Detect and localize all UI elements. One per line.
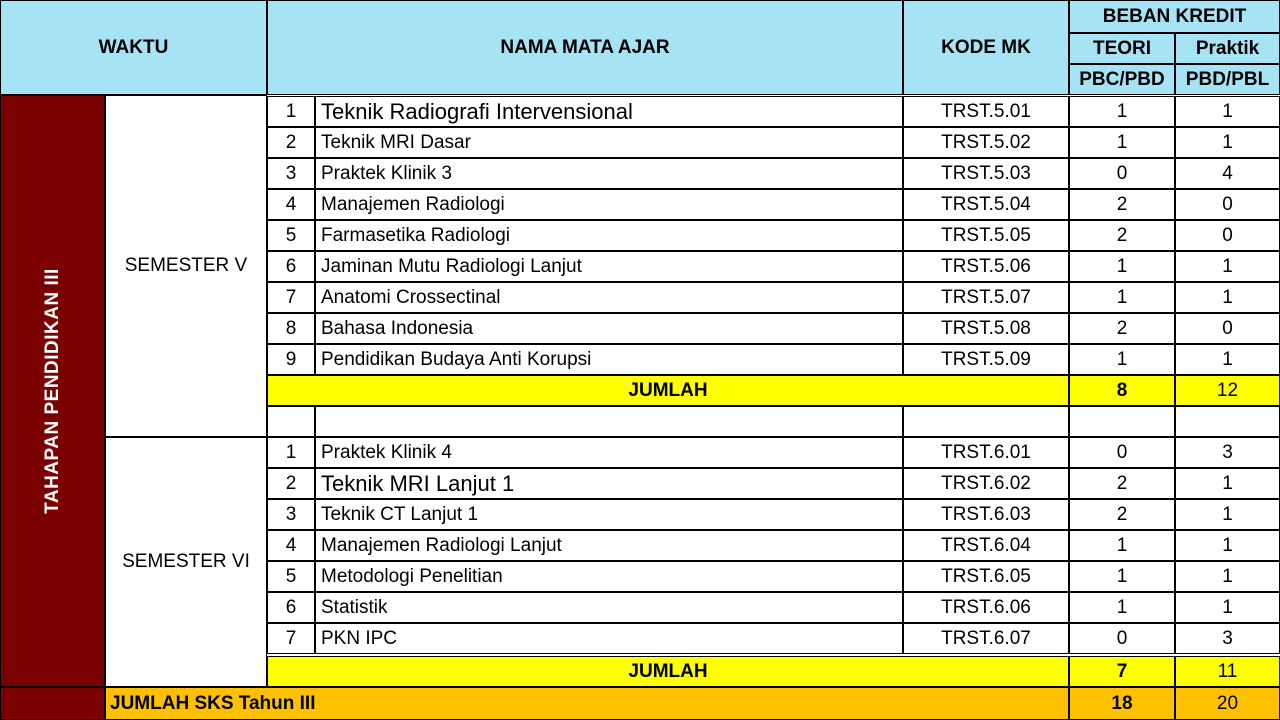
credit-teori: 0: [1069, 158, 1175, 189]
course-code: TRST.6.04: [903, 530, 1069, 561]
course-name: Statistik: [315, 592, 903, 623]
header-waktu: WAKTU: [0, 0, 267, 95]
course-code: TRST.5.05: [903, 220, 1069, 251]
header-praktik-sub: PBD/PBL: [1175, 64, 1280, 95]
credit-teori: 0: [1069, 437, 1175, 468]
semester-vi-jumlah-praktik: 11: [1175, 656, 1280, 687]
row-number: 6: [267, 592, 315, 623]
credit-praktik: 4: [1175, 158, 1280, 189]
semester-v-label: SEMESTER V: [105, 95, 267, 437]
row-number: 7: [267, 623, 315, 654]
course-code: TRST.5.04: [903, 189, 1069, 220]
course-name: Pendidikan Budaya Anti Korupsi: [315, 344, 903, 375]
semester-vi-jumlah-teori: 7: [1069, 656, 1175, 687]
credit-teori: 2: [1069, 220, 1175, 251]
credit-praktik: 1: [1175, 251, 1280, 282]
row-number: 5: [267, 561, 315, 592]
course-name: Metodologi Penelitian: [315, 561, 903, 592]
credit-praktik: 0: [1175, 313, 1280, 344]
credit-teori: 1: [1069, 530, 1175, 561]
row-number: 8: [267, 313, 315, 344]
blank-cell: [267, 406, 315, 437]
row-number: 4: [267, 530, 315, 561]
course-name: Teknik CT Lanjut 1: [315, 499, 903, 530]
blank-cell: [315, 406, 903, 437]
course-code: TRST.5.06: [903, 251, 1069, 282]
semester-v-jumlah-label: JUMLAH: [267, 375, 1069, 406]
course-name: Jaminan Mutu Radiologi Lanjut: [315, 251, 903, 282]
course-name: Anatomi Crossectinal: [315, 282, 903, 313]
credit-praktik: 0: [1175, 220, 1280, 251]
header-praktik: Praktik: [1175, 33, 1280, 64]
header-nama-mata-ajar: NAMA MATA AJAR: [267, 0, 903, 95]
course-code: TRST.6.01: [903, 437, 1069, 468]
credit-praktik: 1: [1175, 127, 1280, 158]
course-name: PKN IPC: [315, 623, 903, 654]
course-code: TRST.6.07: [903, 623, 1069, 654]
course-name: Manajemen Radiologi Lanjut: [315, 530, 903, 561]
credit-praktik: 1: [1175, 344, 1280, 375]
semester-vi-jumlah-label: JUMLAH: [267, 656, 1069, 687]
course-name: Manajemen Radiologi: [315, 189, 903, 220]
row-number: 5: [267, 220, 315, 251]
tahapan-text: TAHAPAN PENDIDIKAN III: [41, 268, 63, 514]
credit-teori: 0: [1069, 623, 1175, 654]
credit-teori: 1: [1069, 561, 1175, 592]
course-code: TRST.6.02: [903, 468, 1069, 499]
total-teori: 18: [1069, 687, 1175, 720]
credit-praktik: 1: [1175, 530, 1280, 561]
credit-praktik: 1: [1175, 96, 1280, 127]
course-code: TRST.5.07: [903, 282, 1069, 313]
course-name: Teknik MRI Lanjut 1: [315, 468, 903, 499]
row-number: 6: [267, 251, 315, 282]
course-code: TRST.6.05: [903, 561, 1069, 592]
credit-praktik: 3: [1175, 437, 1280, 468]
total-praktik: 20: [1175, 687, 1280, 720]
row-number: 7: [267, 282, 315, 313]
header-teori: TEORI: [1069, 33, 1175, 64]
total-label: JUMLAH SKS Tahun III: [105, 687, 1069, 720]
credit-praktik: 1: [1175, 468, 1280, 499]
credit-praktik: 1: [1175, 499, 1280, 530]
row-number: 4: [267, 189, 315, 220]
semester-vi-label: SEMESTER VI: [105, 437, 267, 687]
semester-v-jumlah-praktik: 12: [1175, 375, 1280, 406]
course-name: Bahasa Indonesia: [315, 313, 903, 344]
row-number: 2: [267, 468, 315, 499]
course-name: Teknik MRI Dasar: [315, 127, 903, 158]
credit-teori: 1: [1069, 96, 1175, 127]
course-name: Praktek Klinik 4: [315, 437, 903, 468]
row-number: 1: [267, 96, 315, 127]
course-code: TRST.5.01: [903, 96, 1069, 127]
credit-teori: 2: [1069, 313, 1175, 344]
total-row-spacer: [0, 687, 105, 720]
blank-cell: [1069, 406, 1175, 437]
course-name: Teknik Radiografi Intervensional: [315, 96, 903, 127]
row-number: 3: [267, 499, 315, 530]
credit-praktik: 3: [1175, 623, 1280, 654]
course-name: Praktek Klinik 3: [315, 158, 903, 189]
course-code: TRST.5.02: [903, 127, 1069, 158]
credit-praktik: 0: [1175, 189, 1280, 220]
tahapan-label: [0, 95, 105, 687]
course-code: TRST.5.09: [903, 344, 1069, 375]
credit-praktik: 1: [1175, 282, 1280, 313]
blank-cell: [903, 406, 1069, 437]
credit-praktik: 1: [1175, 592, 1280, 623]
header-teori-sub: PBC/PBD: [1069, 64, 1175, 95]
row-number: 2: [267, 127, 315, 158]
credit-teori: 1: [1069, 251, 1175, 282]
row-number: 1: [267, 437, 315, 468]
credit-teori: 1: [1069, 282, 1175, 313]
credit-teori: 1: [1069, 127, 1175, 158]
credit-teori: 1: [1069, 344, 1175, 375]
course-code: TRST.6.06: [903, 592, 1069, 623]
credit-teori: 2: [1069, 468, 1175, 499]
row-number: 3: [267, 158, 315, 189]
course-code: TRST.5.08: [903, 313, 1069, 344]
credit-teori: 1: [1069, 592, 1175, 623]
semester-v-jumlah-teori: 8: [1069, 375, 1175, 406]
credit-teori: 2: [1069, 189, 1175, 220]
header-beban-kredit: BEBAN KREDIT: [1069, 0, 1280, 33]
blank-cell: [1175, 406, 1280, 437]
credit-teori: 2: [1069, 499, 1175, 530]
row-number: 9: [267, 344, 315, 375]
course-code: TRST.5.03: [903, 158, 1069, 189]
course-name: Farmasetika Radiologi: [315, 220, 903, 251]
credit-praktik: 1: [1175, 561, 1280, 592]
course-code: TRST.6.03: [903, 499, 1069, 530]
header-kode-mk: KODE MK: [903, 0, 1069, 95]
